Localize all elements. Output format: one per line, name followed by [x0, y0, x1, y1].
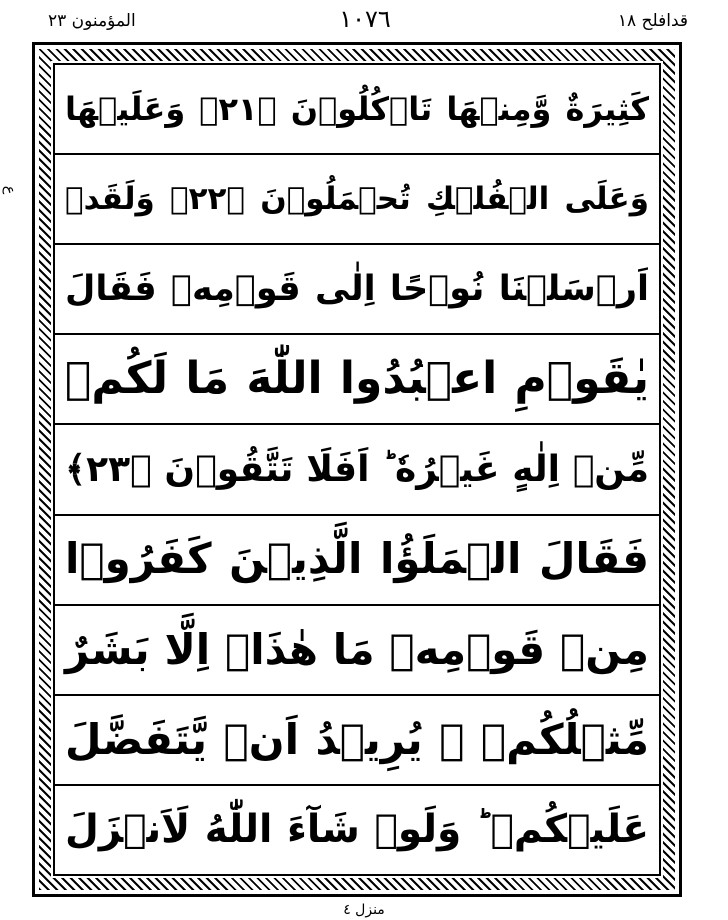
juz-name: قدافلح ١٨	[617, 11, 688, 31]
verse-line	[55, 65, 659, 155]
page-number: ١٠٧٦	[339, 5, 391, 33]
verse-line	[55, 425, 659, 515]
verse-text: عَلَيۡكُمۡ ؕ وَلَوۡ شَآءَ اللّٰهُ لَاَنۡزَلَ	[65, 806, 649, 852]
verse-line	[55, 155, 659, 245]
surah-name: المؤمنون ٢٣	[48, 11, 136, 31]
verse-text: فَقَالَ الۡمَلَؤُا الَّذِيۡنَ كَفَرُوۡا	[65, 534, 649, 584]
manzil-label: منزل ٤	[343, 902, 385, 918]
verse-line	[55, 245, 659, 335]
verse-line	[55, 786, 659, 874]
ruku-mark: ع	[2, 185, 19, 195]
verse-text: يٰقَوۡمِ اعۡبُدُوا اللّٰهَ مَا لَكُمۡ	[65, 352, 649, 404]
verse-text: وَعَلَى الۡفُلۡكِ تُحۡمَلُوۡنَ ﴿٢٢﴾ وَلَقَدۡ	[65, 180, 649, 217]
verse-text: كَثِيرَةٌ وَّمِنۡهَا تَاۡكُلُوۡنَ ﴿٢١﴾ وَعَلَيۡهَا	[65, 89, 649, 128]
verse-text: اَرۡسَلۡنَا نُوۡحًا اِلٰى قَوۡمِهٖ فَقَالَ	[65, 269, 649, 310]
verse-text: مِنۡ قَوۡمِهٖ مَا هٰذَاۤ اِلَّا بَشَرٌ	[65, 624, 649, 674]
verse-text: مِّثۡلُكُمۡ ۙ يُرِيۡدُ اَنۡ يَّتَفَضَّلَ	[65, 714, 649, 764]
verse-lines	[55, 65, 659, 874]
verse-line	[55, 696, 659, 786]
text-area	[53, 63, 661, 876]
verse-line	[55, 516, 659, 606]
page-frame	[32, 42, 682, 897]
verse-line	[55, 606, 659, 696]
verse-line	[55, 335, 659, 425]
verse-text: مِّنۡ اِلٰهٍ غَيۡرُهٗ ؕ اَفَلَا تَتَّقُوۡنَ ﴿٢٣﴾	[65, 448, 649, 490]
